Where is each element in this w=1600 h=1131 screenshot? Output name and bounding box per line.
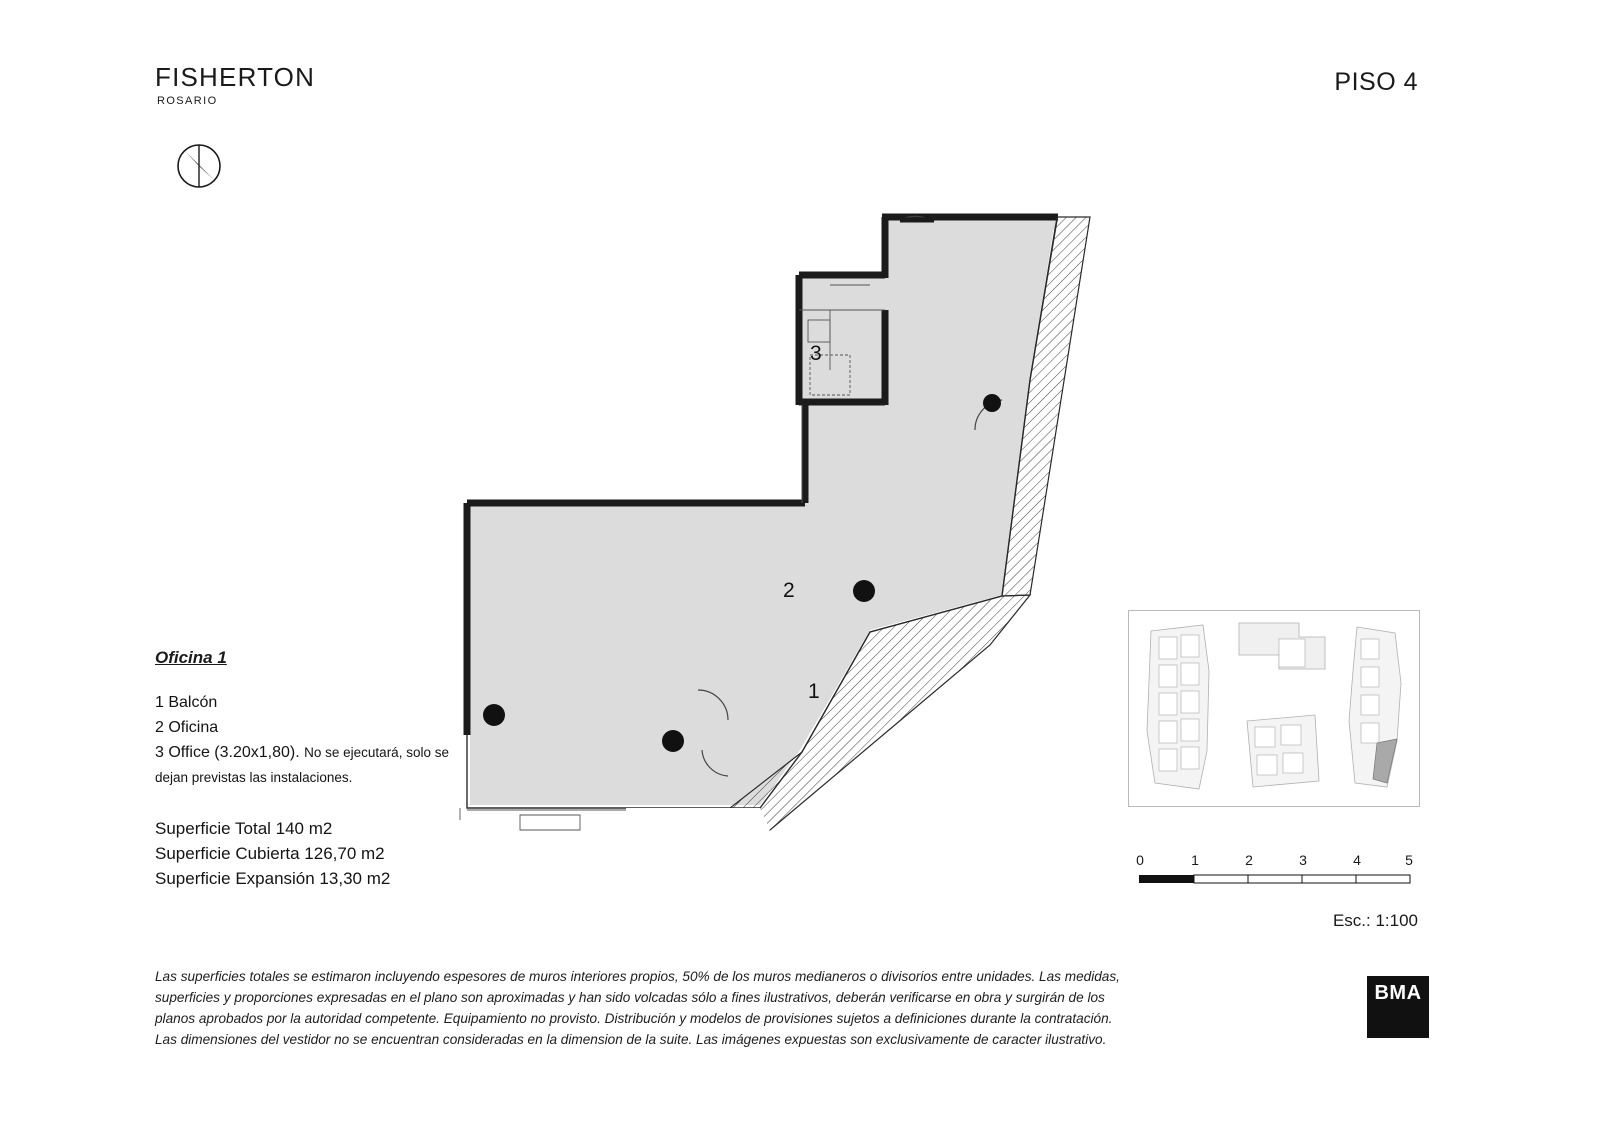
legend-item-3-label: Office (3.20x1,80).	[168, 744, 300, 761]
legend-item-1-label: Balcón	[168, 694, 218, 711]
plan-interior-fill	[470, 220, 1055, 805]
disclaimer-line-4: Las dimensiones del vestidor no se encuentran consideradas en la dimension de la suite. Las imágenes expuestas son exclusivamente de caracter ilustrativo.	[155, 1032, 1107, 1047]
area-covered: Superficie Cubierta 126,70 m2	[155, 844, 385, 863]
room-label-1: 1	[808, 680, 820, 703]
disclaimer-line-3: planos aprobados por la autoridad competente. Equipamiento no provisto. Distribución y modelos de provisiones sujetos a definiciones durante la contratación.	[155, 1011, 1113, 1026]
bma-logo: BMA	[1367, 976, 1429, 1038]
disclaimer-line-2: superficies y proporciones expresadas en el plano son aproximadas y han sido volcadas sólo a fines ilustrativos, deberán verificarse en obra y surgirán de los	[155, 990, 1105, 1005]
scale-tick-5: 5	[1405, 852, 1413, 868]
brand-block	[155, 64, 315, 107]
area-summary	[155, 816, 485, 891]
keyplan-highlight-unit	[1373, 739, 1397, 783]
area-expansion: Superficie Expansión 13,30 m2	[155, 869, 391, 888]
north-arrow-icon	[173, 140, 225, 192]
legend-item-1	[155, 690, 485, 715]
legend-item-3-num: 3	[155, 744, 164, 761]
room-label-2: 2	[783, 579, 795, 602]
keyplan-diagram	[1128, 610, 1420, 807]
scale-tick-3: 3	[1299, 852, 1307, 868]
legend-item-3-note: No se ejecutará, solo se dejan previstas las instalaciones.	[155, 745, 449, 785]
legend-item-3	[155, 740, 485, 790]
scale-tick-1: 1	[1191, 852, 1199, 868]
area-total: Superficie Total 140 m2	[155, 819, 333, 838]
column-dot	[662, 730, 684, 752]
legend-title: Oficina 1	[155, 648, 227, 667]
floor-plan-drawing	[430, 190, 1110, 840]
disclaimer-text	[155, 966, 1265, 1050]
scale-tick-2: 2	[1245, 852, 1253, 868]
column-dot	[983, 394, 1001, 412]
floor-label: PISO 4	[1334, 68, 1418, 96]
scale-bar	[1137, 852, 1412, 885]
legend-panel	[155, 648, 485, 891]
room-label-3: 3	[810, 342, 822, 365]
brand-subtitle: ROSARIO	[157, 95, 218, 107]
disclaimer-line-1: Las superficies totales se estimaron incluyendo espesores de muros interiores propios, 50% de los muros medianeros o divisorios entre unidades. Las medidas,	[155, 969, 1120, 984]
brand-name: FISHERTON	[155, 62, 316, 92]
scale-tick-0: 0	[1136, 852, 1144, 868]
column-dot	[483, 704, 505, 726]
scale-bar-graphic	[1137, 873, 1412, 885]
legend-item-2-label: Oficina	[168, 719, 219, 736]
legend-item-2-num: 2	[155, 719, 164, 736]
scale-ratio-label: Esc.: 1:100	[1332, 911, 1418, 930]
scale-tick-labels	[1137, 852, 1412, 870]
scale-tick-4: 4	[1353, 852, 1361, 868]
column-dot	[853, 580, 875, 602]
legend-item-2	[155, 715, 485, 740]
legend-item-1-num: 1	[155, 694, 164, 711]
